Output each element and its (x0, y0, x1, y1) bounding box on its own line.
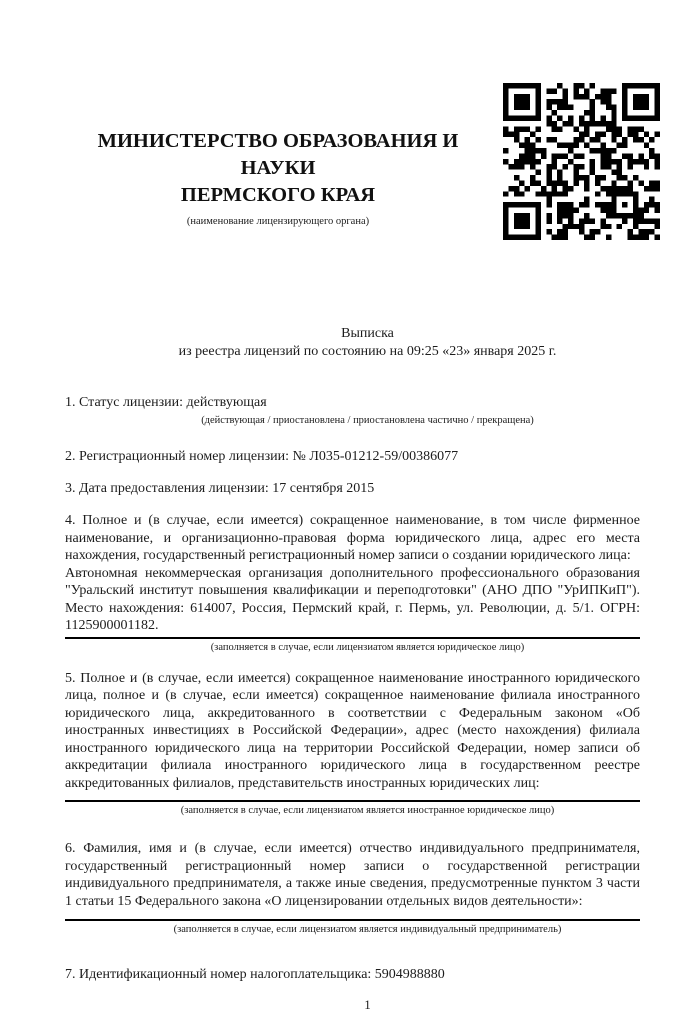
ministry-name-line1: МИНИСТЕРСТВО ОБРАЗОВАНИЯ И НАУКИ (97, 130, 459, 179)
licensing-authority-header (65, 128, 491, 228)
item-1-caption: (действующая / приостановлена / приостановлена частично / прекращена) (201, 415, 534, 426)
item-5-label: 5. Полное и (в случае, если имеется) сокращенное наименование иностранного юридического лица, полное и (в случае, если имеется) сокращенное наименование филиала иностранного юридического лица, аккредитованного в соответствии с Федеральным законом «Об иностранных инвестициях в Российской Федерации», адрес (место нахождения) филиала иностранного юридического лица на территории Российской Федерации, номер записи об аккредитации филиала иностранного юридического лица в государственном реестре аккредитованных филиалов, представительств иностранных юридических лиц: (65, 670, 640, 791)
item-4-fill-line (65, 637, 640, 639)
ministry-name-line2: ПЕРМСКОГО КРАЯ (180, 184, 376, 206)
item-4-value: Автономная некоммерческая организация дополнительного профессионального образования "Уральский институт повышения квалификации и переподготовки" (АНО ДПО "УрИПКиП"). Место нахождения: 614007, Россия, Пермский край, г. Пермь, ул. Революции, д. 5/1. ОГРН: 1125900001182. (65, 565, 640, 633)
document-title-line2: из реестра лицензий по состоянию на 09:25 «23» января 2025 г. (178, 343, 557, 359)
item-5-foreign-entity (65, 670, 640, 818)
item-6-label: 6. Фамилия, имя и (в случае, если имеется) отчество индивидуального предпринимателя, государственный регистрационный номер записи о государственной регистрации индивидуального предпринимателя, а также иные сведения, предусмотренные пунктом 3 части 1 статьи 15 Федерального закона «О лицензировании отдельных видов деятельности»: (65, 841, 640, 909)
item-2-registration-number: 2. Регистрационный номер лицензии: № Л035-01212-59/00386077 (65, 449, 459, 464)
item-7-taxpayer-id: 7. Идентификационный номер налогоплательщика: 5904988880 (65, 967, 445, 982)
item-6-fill-line (65, 919, 640, 921)
item-1-label: 1. Статус лицензии: действующая (65, 395, 267, 410)
item-4-legal-entity (65, 512, 640, 654)
item-1-license-status (65, 394, 640, 427)
item-4-label: 4. Полное и (в случае, если имеется) сокращенное наименование, в том числе фирменное наименование, и организационно-правовая форма юридического лица, адрес его места нахождения, государственный регистрационный номер записи о создании юридического лица: (65, 513, 640, 563)
ministry-name-caption: (наименование лицензирующего органа) (186, 216, 370, 227)
item-5-caption: (заполняется в случае, если лицензиатом является иностранное юридическое лицо) (180, 805, 555, 816)
page-number: 1 (364, 997, 371, 1012)
document-title (65, 325, 640, 360)
item-3-grant-date: 3. Дата предоставления лицензии: 17 сентября 2015 (65, 481, 375, 496)
item-6-individual-entrepreneur (65, 840, 640, 936)
item-4-caption: (заполняется в случае, если лицензиатом является юридическое лицо) (210, 641, 525, 653)
item-5-fill-line (65, 800, 640, 802)
item-6-caption: (заполняется в случае, если лицензиатом является индивидуальный предприниматель) (173, 924, 562, 935)
document-title-line1: Выписка (341, 326, 394, 341)
document-content (65, 0, 640, 1013)
